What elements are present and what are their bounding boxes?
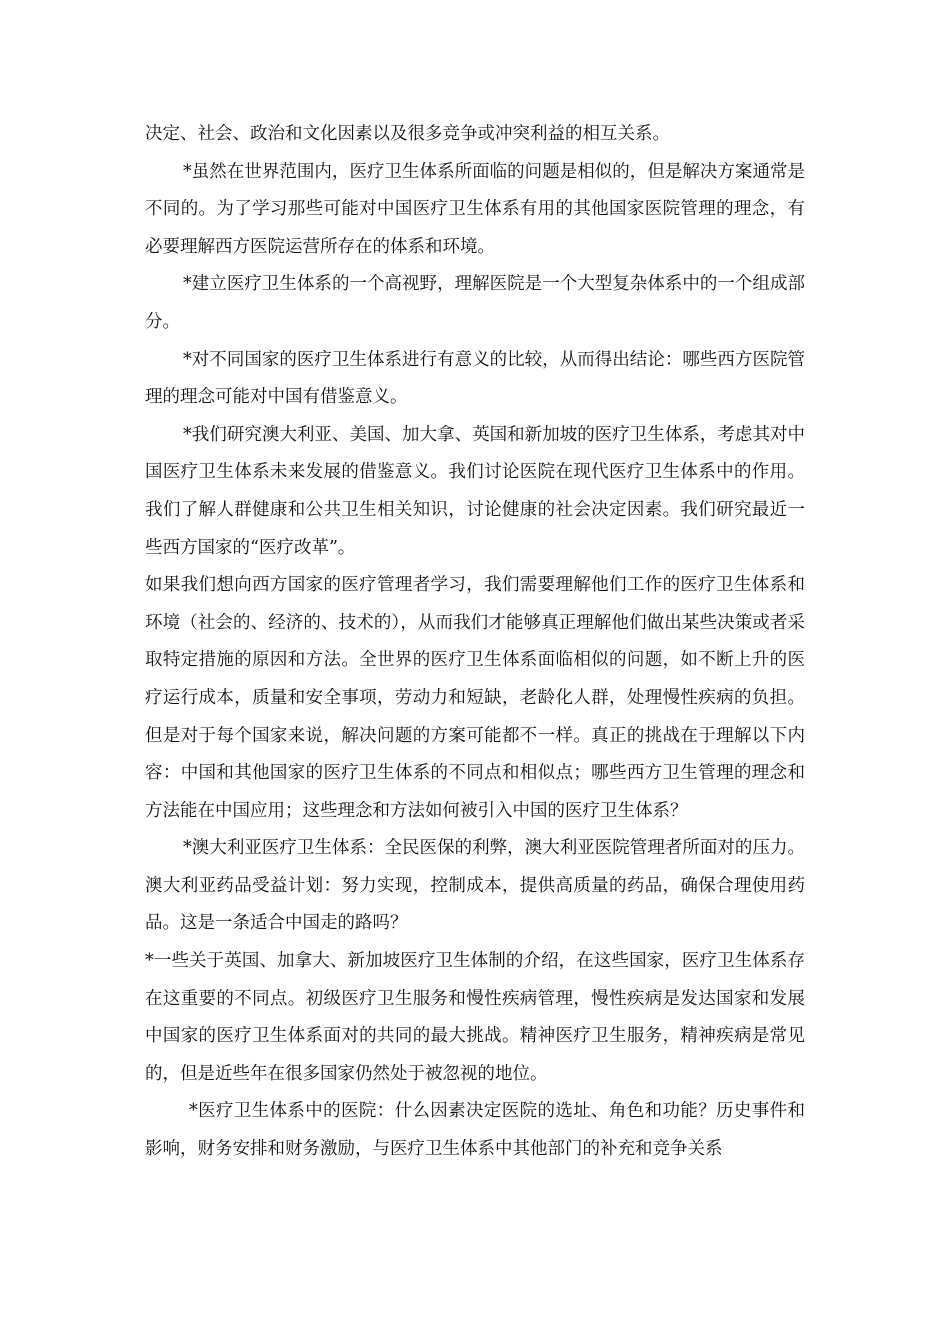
paragraph-bullet-solutions: *虽然在世界范围内，医疗卫生体系所面临的问题是相似的，但是解决方案通常是不同的。为了学习那些可能对中国医疗卫生体系有用的其他国家医院管理的理念，有必要理解西方医院运营所存在的体系和环境。 (145, 161, 805, 257)
paragraph-bullet-hospitals: *医疗卫生体系中的医院：什么因素决定医院的选址、角色和功能？历史事件和影响，财务安排和财务激励，与医疗卫生体系中其他部门的补充和竞争关系 (145, 1101, 805, 1160)
paragraph-bullet-comparison: *对不同国家的医疗卫生体系进行有意义的比较，从而得出结论：哪些西方医院管理的理念可能对中国有借鉴意义。 (145, 349, 805, 408)
paragraph-bullet-australia: *澳大利亚医疗卫生体系：全民医保的利弊，澳大利亚医院管理者所面对的压力。澳大利亚药品受益计划：努力实现，控制成本，提供高质量的药品，确保合理使用药品。这是一条适合中国走的路吗？ (145, 838, 805, 934)
paragraph-bullet-uk-canada-singapore: *一些关于英国、加拿大、新加坡医疗卫生体制的介绍，在这些国家，医疗卫生体系存在这重要的不同点。初级医疗卫生服务和慢性疾病管理，慢性疾病是发达国家和发展中国家的医疗卫生体系面对的共同的最大挑战。精神医疗卫生服务，精神疾病是常见的，但是近些年在很多国家仍然处于被忽视的地位。 (145, 951, 805, 1084)
paragraph-learning-from-west: 如果我们想向西方国家的医疗管理者学习，我们需要理解他们工作的医疗卫生体系和环境（社会的、经济的、技术的），从而我们才能够真正理解他们做出某些决策或者采取特定措施的原因和方法。全世界的医疗卫生体系面临相似的问题，如不断上升的医疗运行成本，质量和安全事项，劳动力和短缺，老龄化人群，处理慢性疾病的负担。但是对于每个国家来说，解决问题的方案可能都不一样。真正的挑战在于理解以下内容：中国和其他国家的医疗卫生体系的不同点和相似点；哪些西方卫生管理的理念和方法能在中国应用；这些理念和方法如何被引入中国的医疗卫生体系？ (145, 575, 805, 821)
paragraph-continuation: 决定、社会、政治和文化因素以及很多竞争或冲突利益的相互关系。 (145, 124, 670, 144)
paragraph-bullet-countries: *我们研究澳大利亚、美国、加大拿、英国和新加坡的医疗卫生体系，考虑其对中国医疗卫生体系未来发展的借鉴意义。我们讨论医院在现代医疗卫生体系中的作用。我们了解人群健康和公共卫生相关知识，讨论健康的社会决定因素。我们研究最近一些西方国家的“医疗改革”。 (145, 424, 805, 558)
document-body (145, 116, 805, 1169)
paragraph-bullet-overview: *建立医疗卫生体系的一个高视野，理解医院是一个大型复杂体系中的一个组成部分。 (145, 274, 805, 332)
